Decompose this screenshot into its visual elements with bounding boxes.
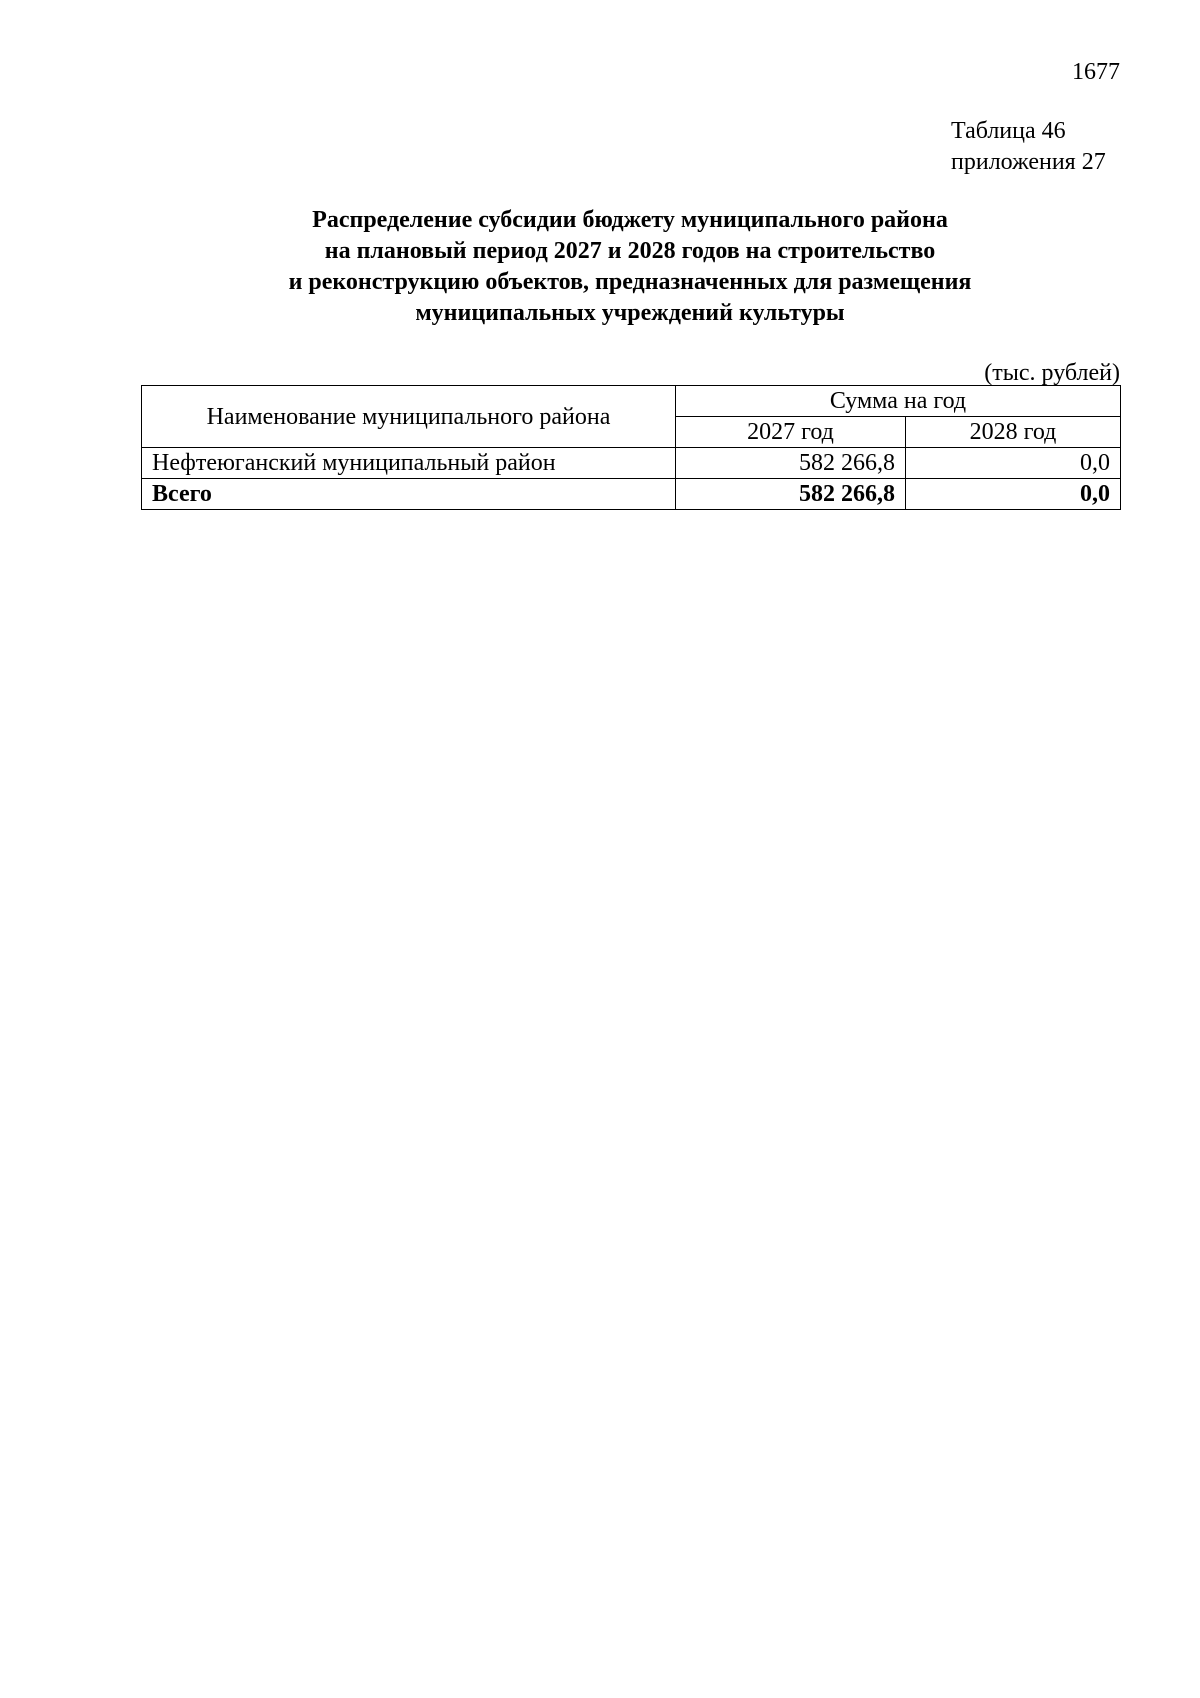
subsidy-table bbox=[141, 385, 1121, 510]
column-header-name: Наименование муниципального района bbox=[142, 386, 676, 448]
row-value-year2: 0,0 bbox=[906, 448, 1121, 479]
document-title-line: и реконструкцию объектов, предназначенных для размещения bbox=[288, 269, 972, 295]
document-title bbox=[140, 205, 1120, 329]
total-value-year2: 0,0 bbox=[906, 479, 1121, 510]
row-value-year1: 582 266,8 bbox=[676, 448, 906, 479]
column-header-year1: 2027 год bbox=[676, 417, 906, 448]
column-header-sum-group: Сумма на год bbox=[676, 386, 1121, 417]
document-title-line: Распределение субсидии бюджету муниципального района bbox=[312, 207, 948, 233]
column-header-year2: 2028 год bbox=[906, 417, 1121, 448]
row-district-name: Нефтеюганский муниципальный район bbox=[142, 448, 676, 479]
units-label: (тыс. рублей) bbox=[984, 360, 1120, 386]
total-label: Всего bbox=[142, 479, 676, 510]
table-reference-line: Таблица 46 bbox=[951, 118, 1066, 144]
document-title-line: на плановый период 2027 и 2028 годов на строительство bbox=[324, 238, 936, 264]
page-number: 1677 bbox=[1072, 59, 1120, 85]
table-reference-line: приложения 27 bbox=[951, 149, 1106, 175]
table-row bbox=[142, 448, 1121, 479]
table-total-row bbox=[142, 479, 1121, 510]
table-header-row bbox=[142, 386, 1121, 417]
total-value-year1: 582 266,8 bbox=[676, 479, 906, 510]
document-title-line: муниципальных учреждений культуры bbox=[415, 300, 845, 326]
table-reference bbox=[951, 116, 1106, 178]
